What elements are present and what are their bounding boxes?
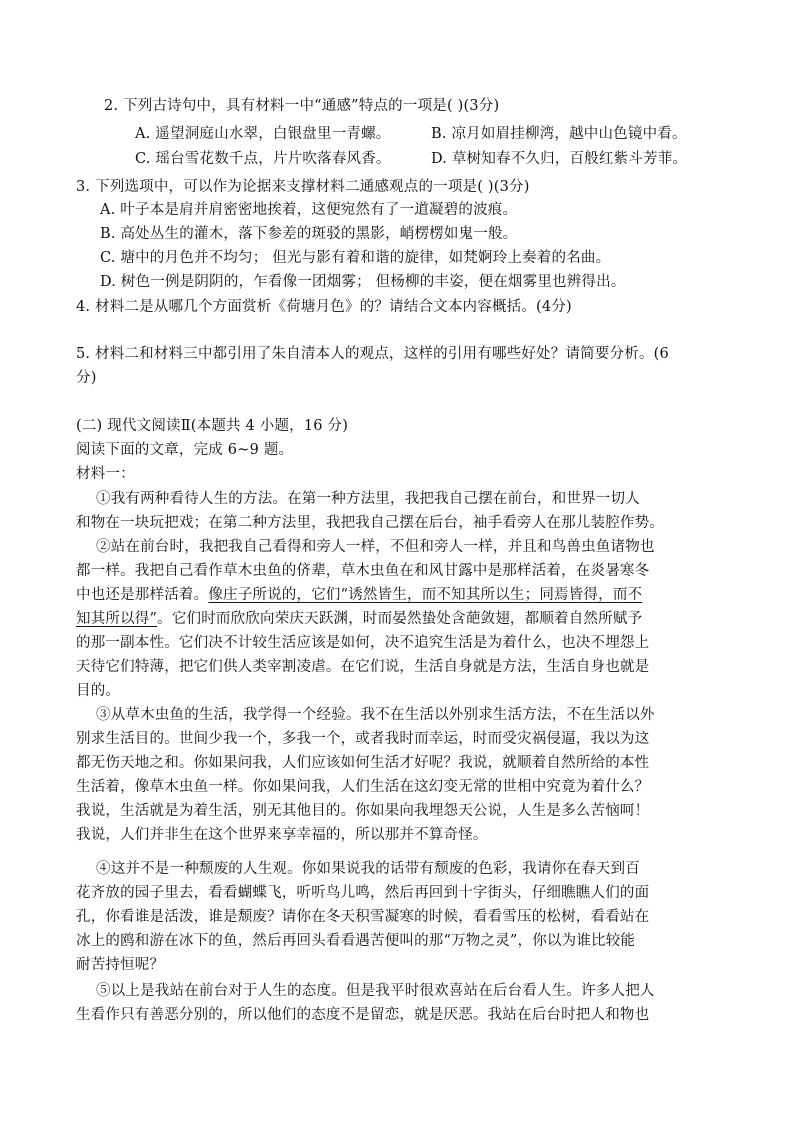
paragraph-2-line: 的那一副本性。它们决不计较生活应该是如何，决不追究生活是为着什么，也决不埋怨上: [76, 635, 650, 651]
paragraph-2-line-with-quote: [76, 609, 642, 629]
paragraph-3-line: 生活着，像草木虫鱼一样。你如果问我，人们生活在这幻变无常的世相中究竟为着什么？: [76, 779, 650, 795]
paragraph-2-line: 目的。: [76, 683, 121, 699]
paragraph-2-line-with-quote: [76, 585, 642, 605]
question-4: 4. 材料二是从哪几个方面赏析《荷塘月色》的？请结合文本内容概括。(4分): [76, 299, 572, 315]
paragraph-2-text: 中也还是那样活着。: [76, 587, 209, 603]
underlined-quote: 知其所以得”: [76, 611, 158, 627]
question-2-stem: 2. 下列古诗句中，具有材料一中“通感”特点的一项是( )(3分): [104, 98, 500, 114]
question-3-option-a: A. 叶子本是肩并肩密密地挨着，这便宛然有了一道凝碧的波痕。: [100, 202, 518, 218]
paragraph-2-text: 。它们时而欣欣向荣庆天跃渊，时而晏然蛰处含葩敛翅，都顺着自然所赋予: [157, 611, 643, 627]
paragraph-2-line: 天待它们特薄，把它们供人类宰割凌虐。在它们说，生活自身就是方法，生活自身也就是: [76, 659, 650, 675]
paragraph-3-line: 我说，人们并非生在这个世界来享幸福的，所以那并不算奇怪。: [76, 827, 488, 843]
question-2-option-d: D. 草树知春不久归，百般红紫斗芳菲。: [431, 151, 688, 167]
question-2-option-a: A. 遥望洞庭山水翠，白银盘里一青螺。: [135, 126, 391, 142]
question-3-option-d: D. 树色一例是阴阴的，乍看像一团烟雾； 但杨柳的丰姿，便在烟雾里也辨得出。: [100, 274, 626, 290]
question-3-option-b: B. 高处丛生的灌木，落下参差的斑驳的黑影，峭楞楞如鬼一般。: [100, 226, 518, 242]
paragraph-4-line: 孔，你看谁是活泼，谁是颓废？请你在冬天积雪凝寒的时候，看看雪压的松树，看看站在: [76, 909, 650, 925]
paragraph-3-line: 别求生活目的。世间少我一个，多我一个，或者我时而幸运，时而受灾祸侵逼，我以为这: [76, 731, 650, 747]
paragraph-3-line: ③从草木虫鱼的生活，我学得一个经验。我不在生活以外别求生活方法，不在生活以外: [96, 707, 655, 723]
question-2-option-b: B. 凉月如眉挂柳湾，越中山色镜中看。: [431, 126, 687, 142]
paragraph-5-line: 生看作只有善恶分别的，所以他们的态度不是留恋，就是厌恶。我站在后台时把人和物也: [76, 1007, 650, 1023]
paragraph-3-line: 我说，生活就是为着生活，别无其他目的。你如果向我埋怨天公说，人生是多么苦恼呵！: [76, 803, 650, 819]
reading-instruction: 阅读下面的文章，完成 6~9 题。: [76, 442, 294, 458]
paragraph-1-line: 和物在一块玩把戏；在第二种方法里，我把我自己摆在后台，袖手看旁人在那儿装腔作势。: [76, 515, 664, 531]
question-2-option-c: C. 瑶台雪花数千点，片片吹落春风香。: [135, 151, 391, 167]
paragraph-2-line: ②站在前台时，我把我自己看得和旁人一样，不但和旁人一样，并且和鸟兽虫鱼诸物也: [96, 539, 655, 555]
question-5-line-2: 分): [76, 370, 97, 386]
question-3-option-c: C. 塘中的月色并不均匀； 但光与影有着和谐的旋律，如梵婀玲上奏着的名曲。: [100, 250, 611, 266]
paragraph-4-line: 花齐放的园子里去，看看蝴蝶飞，听听鸟儿鸣，然后再回到十字街头，仔细瞧瞧人们的面: [76, 885, 650, 901]
paragraph-3-line: 都无伤天地之和。你如果问我，人们应该如何生活才好呢？我说，就顺着自然所给的本性: [76, 755, 650, 771]
paragraph-1-line: ①我有两种看待人生的方法。在第一种方法里，我把我自己摆在前台，和世界一切人: [96, 491, 640, 507]
paragraph-5-line: ⑤以上是我站在前台对于人生的态度。但是我平时很欢喜站在后台看人生。许多人把人: [96, 983, 655, 999]
paragraph-4-line: 冰上的鸥和游在冰下的鱼，然后再回头看看遇苦便叫的那“万物之灵”，你以为谁比较能: [76, 933, 636, 949]
section-heading: (二) 现代文阅读Ⅱ(本题共 4 小题，16 分): [76, 418, 349, 434]
question-5-line-1: 5. 材料二和材料三中都引用了朱自清本人的观点，这样的引用有哪些好处？请简要分析。(6: [76, 346, 669, 362]
question-3-stem: 3. 下列选项中，可以作为论据来支撑材料二通感观点的一项是( )(3分): [76, 179, 530, 195]
underlined-quote: 像庄子所说的，它们“诱然皆生，而不知其所以生；同焉皆得，而不: [208, 587, 643, 603]
paragraph-2-line: 都一样。我把自己看作草木虫鱼的侪辈，草木虫鱼在和风甘露中是那样活着，在炎暑寒冬: [76, 563, 650, 579]
paragraph-4-line: 耐苦持恒呢？: [76, 957, 165, 973]
paragraph-4-line: ④这并不是一种颓废的人生观。你如果说我的话带有颓废的色彩，我请你在春天到百: [96, 861, 640, 877]
material-label: 材料一：: [76, 466, 135, 482]
